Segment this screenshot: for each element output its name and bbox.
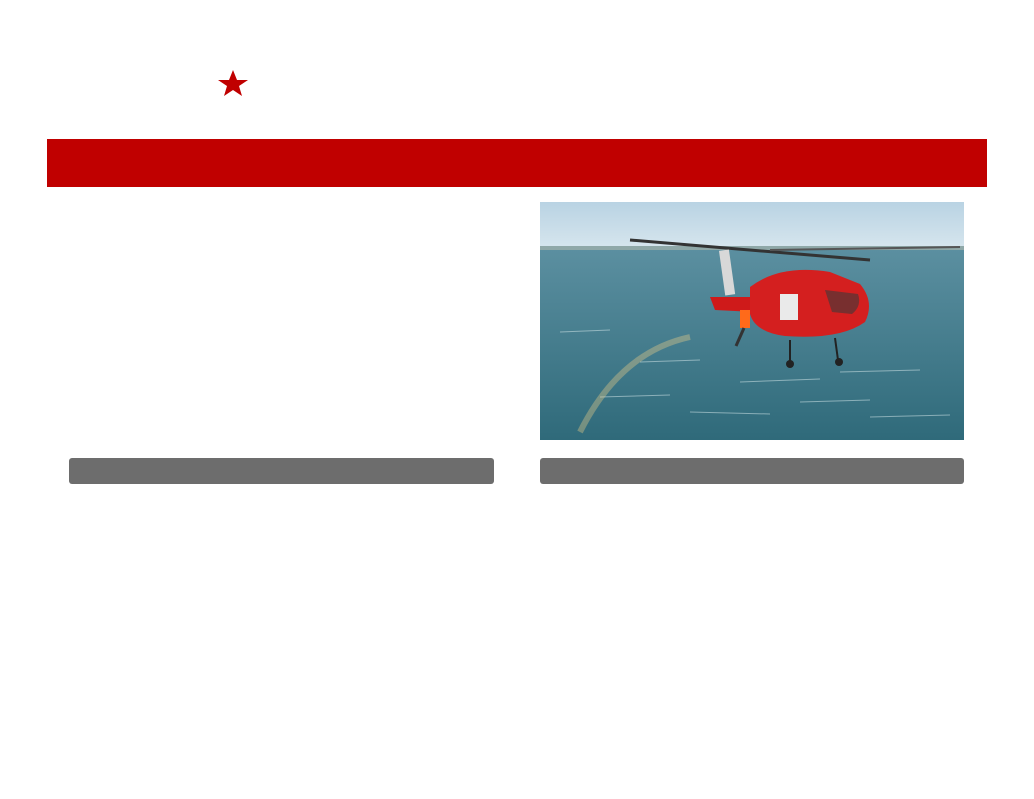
- star-icon: [218, 70, 248, 96]
- helicopter-photo: [540, 202, 964, 440]
- revenues-chart-header: [69, 458, 494, 484]
- flight-hours-chart-header: [540, 458, 964, 484]
- bullet-list: [87, 197, 517, 211]
- title-bar: [47, 139, 987, 187]
- revenues-chart: [60, 492, 490, 712]
- era-logo: [70, 62, 260, 122]
- flight-hours-chart: [530, 492, 960, 712]
